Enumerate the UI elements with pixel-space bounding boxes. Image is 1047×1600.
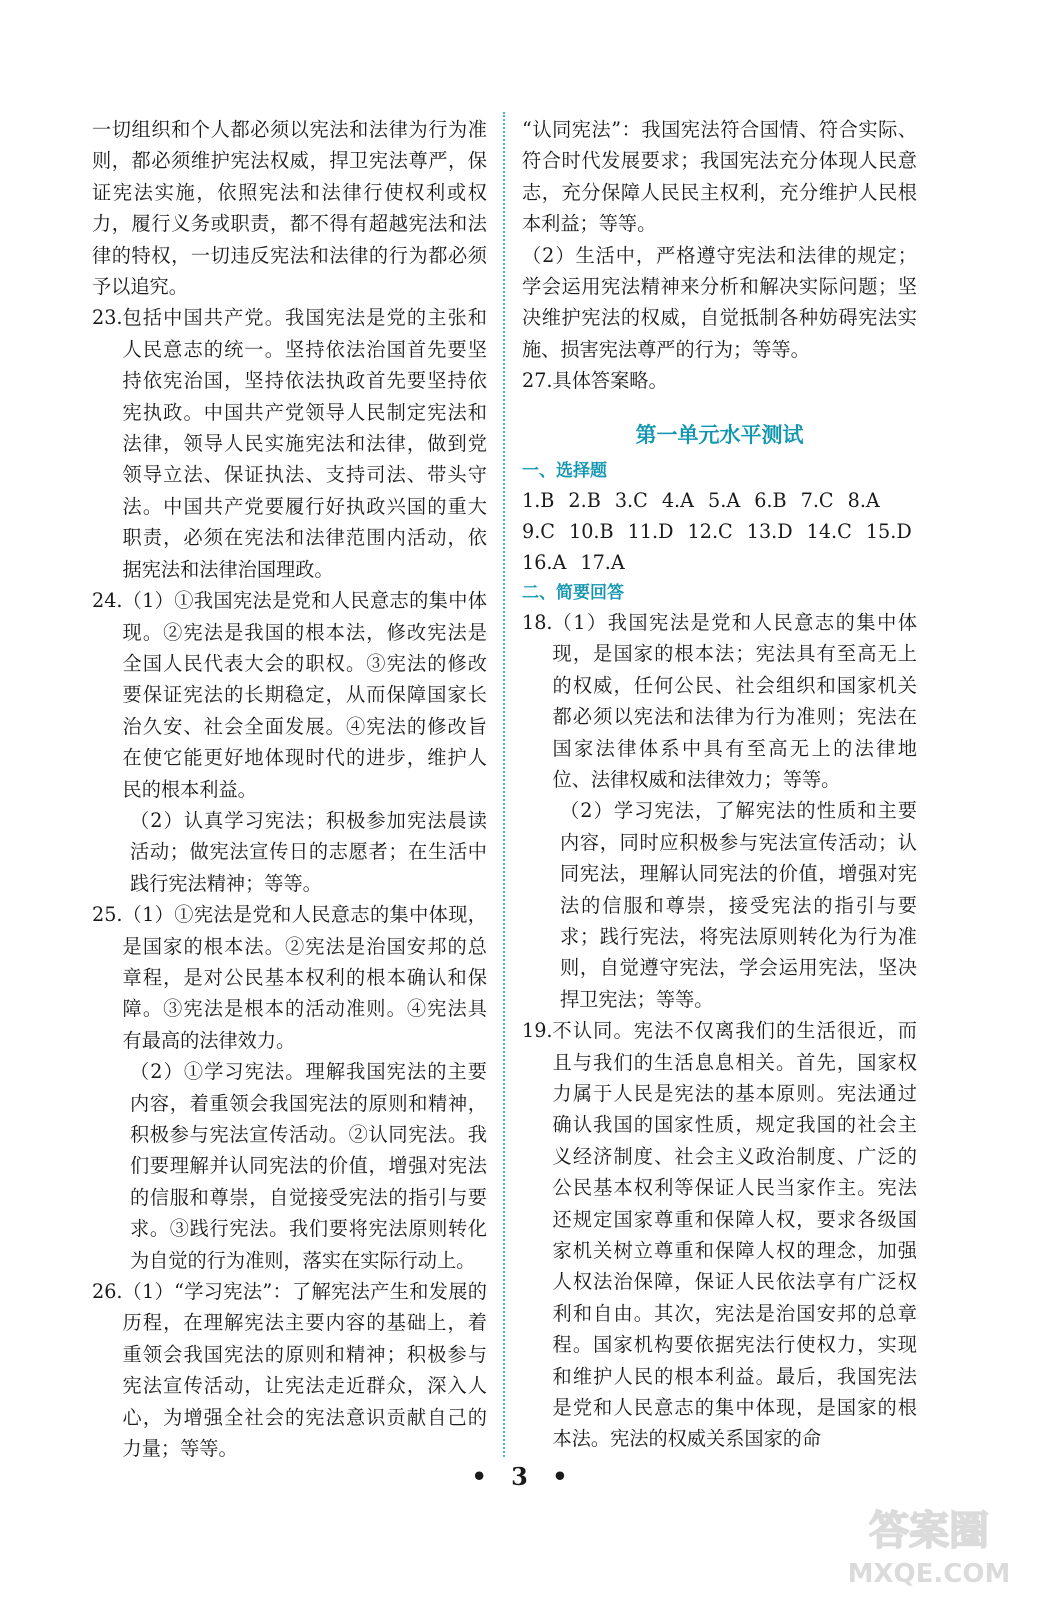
watermark-logo [843, 1492, 1015, 1592]
answer-text: （2）学习宪法，了解宪法的性质和主要内容，同时应积极参与宪法宣传活动；认同宪法，理解认同宪法的价值，增强对宪法的信服和尊崇，接受宪法的指引与要求；践行宪法，将宪法原则转化为行为准则，自觉遵守宪法，学会运用宪法，坚决捍卫宪法；等等。 [560, 799, 917, 1011]
choice-answer: 2.B [568, 488, 601, 512]
choice-answer: 6.B [754, 488, 787, 512]
answer-text: （2）认真学习宪法；积极参加宪法晨读活动；做宪法宣传日的志愿者；在生活中践行宪法精神；等等。 [130, 808, 487, 895]
answer-text: 具体答案略。 [552, 369, 668, 393]
answer-part-1: （1）“学习宪法”：了解宪法产生和发展的历程，在理解宪法主要内容的基础上，着重领会我国宪法的原则和精神；积极参与宪法宣传活动，让宪法走近群众，深入人心，为增强全社会的宪法意识贡献自己的力量；等等。 [122, 1280, 487, 1461]
right-column [522, 114, 917, 1455]
left-column [92, 114, 487, 1464]
question-number: 18. [522, 610, 553, 634]
answer-text: （2）生活中，严格遵守宪法和法律的规定；学会运用宪法精神来分析和解决实际问题；坚决维护宪法的权威，自觉抵制各种妨碍宪法实施、损害宪法尊严的行为；等等。 [522, 243, 917, 361]
answer-text: 包括中国共产党。我国宪法是党的主张和人民意志的统一。坚持依法治国首先要坚持依宪治国，坚持依法执政首先要坚持依宪执政。中国共产党领导人民制定宪法和法律，领导人民实施宪法和法律，做到党领导立法、保证执法、支持司法、带头守法。中国共产党要履行好执政兴国的重大职责，必须在宪法和法律范围内活动，依据宪法和法律治国理政。 [122, 306, 487, 581]
question-23 [92, 302, 487, 585]
answer-part-2 [92, 1056, 487, 1276]
question-24 [92, 585, 487, 805]
question-number: 23. [92, 306, 123, 330]
question-26 [92, 1276, 487, 1464]
choice-answer: 17.A [580, 551, 625, 575]
choice-answer: 5.A [708, 488, 741, 512]
part-heading-choice: 一、选择题 [522, 460, 607, 481]
answer-part-1: （1）我国宪法是党和人民意志的集中体现，是国家的根本法；宪法具有至高无上的权威，任何公民、社会组织和国家机关都必须以宪法和法律为行为准则；宪法在国家法律体系中具有至高无上的法律地位、法律权威和法律效力；等等。 [552, 610, 917, 791]
watermark-text-main: 答案圈 [869, 1508, 989, 1554]
choice-answer-list [522, 485, 917, 579]
section-title: 第一单元水平测试 [635, 422, 804, 447]
choice-answer: 3.C [614, 488, 648, 512]
question-18 [522, 607, 917, 795]
choice-answer: 9.C [522, 520, 555, 544]
page-number: • 3 • [471, 1462, 576, 1491]
choice-answer: 10.B [569, 520, 614, 544]
answer-part-2 [92, 805, 487, 899]
choice-answer: 15.D [865, 520, 912, 544]
question-number: 27. [522, 369, 553, 393]
question-number: 25. [92, 903, 123, 927]
choice-answer: 8.A [847, 488, 880, 512]
column-divider [503, 112, 505, 1457]
choice-answer: 4.A [661, 488, 695, 512]
answer-text: “认同宪法”：我国宪法符合国情、符合实际、符合时代发展要求；我国宪法充分体现人民意志，充分保障人民民主权利，充分维护人民根本利益；等等。 [522, 118, 917, 236]
choice-answer: 1.B [522, 488, 555, 512]
answer-text: （2）①学习宪法。理解我国宪法的主要内容，着重领会我国宪法的原则和精神，积极参与宪法宣传活动。②认同宪法。我们要理解并认同宪法的价值，增强对宪法的信服和尊崇，自觉接受宪法的指引与要求。③践行宪法。我们要将宪法原则转化为自觉的行为准则，落实在实际行动上。 [130, 1060, 487, 1272]
choice-answer: 16.A [522, 551, 567, 575]
question-26-part-2 [522, 240, 917, 366]
answer-part-1: （1）①我国宪法是党和人民意志的集中体现。②宪法是我国的根本法，修改宪法是全国人民代表大会的职权。③宪法的修改要保证宪法的长期稳定，从而保障国家长治久安、社会全面发展。④宪法的修改旨在使它能更好地体现时代的进步，维护人民的根本利益。 [122, 589, 487, 801]
answer-text: 不认同。宪法不仅离我们的生活很近，而且与我们的生活息息相关。首先，国家权力属于人民是宪法的基本原则。宪法通过确认我国的国家性质，规定我国的社会主义经济制度、社会主义政治制度、广泛的公民基本权利等保证人民当家作主。宪法还规定国家尊重和保障人权，要求各级国家机关树立尊重和保障人权的理念，加强人权法治保障，保证人民依法享有广泛权利和自由。其次，宪法是治国安邦的总章程。国家机构要依据宪法行使权力，实现和维护人民的根本利益。最后，我国宪法是党和人民意志的集中体现，是国家的根本法。宪法的权威关系国家的命 [552, 1019, 917, 1451]
question-27 [522, 365, 917, 396]
question-number: 24. [92, 589, 123, 613]
answer-part-2 [522, 795, 917, 1015]
part-heading-short-answer: 二、简要回答 [522, 582, 624, 603]
choice-answer: 11.D [627, 520, 674, 544]
watermark-text-url: MXQE.COM [847, 1559, 1011, 1589]
question-number: 26. [92, 1280, 123, 1304]
question-number: 19. [522, 1019, 553, 1043]
answer-part-1: （1）①宪法是党和人民意志的集中体现，是国家的根本法。②宪法是治国安邦的总章程，是对公民基本权利的根本确认和保障。③宪法是根本的活动准则。④宪法具有最高的法律效力。 [122, 903, 487, 1052]
question-19 [522, 1015, 917, 1455]
question-25 [92, 899, 487, 1056]
intro-paragraph: 一切组织和个人都必须以宪法和法律为行为准则，都必须维护宪法权威，捍卫宪法尊严，保证宪法实施，依照宪法和法律行使权利或权力，履行义务或职责，都不得有超越宪法和法律的特权，一切违反宪法和法律的行为都必须予以追究。 [92, 118, 487, 299]
choice-answer: 14.C [806, 520, 852, 544]
choice-answer: 13.D [746, 520, 793, 544]
choice-answer: 7.C [800, 488, 834, 512]
question-26-continued [522, 114, 917, 240]
choice-answer: 12.C [687, 520, 733, 544]
